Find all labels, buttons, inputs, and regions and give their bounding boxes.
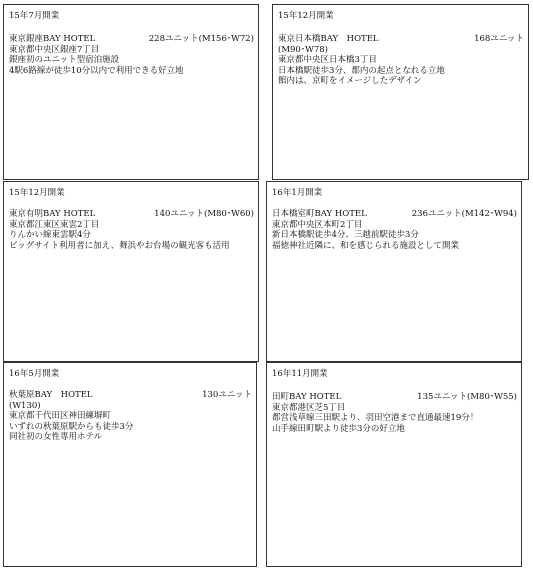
hotel-description-2: 4駅6路線が徒歩10分以内で利用できる好立地 xyxy=(9,65,184,76)
hotel-address: 東京都中央区日本橋3丁目 xyxy=(278,55,377,65)
unit-breakdown: (W130) xyxy=(9,400,41,411)
hotel-description-1: いずれの秋葉原駅からも徒歩3分 xyxy=(9,421,134,432)
opening-date: 16年11月開業 xyxy=(272,369,328,379)
hotel-card-ariake xyxy=(3,181,259,362)
hotel-address: 東京都中央区本町2丁目 xyxy=(272,219,363,230)
hotel-card-nihonbashi xyxy=(272,4,529,180)
hotel-name: 東京有明BAY HOTEL xyxy=(9,209,96,219)
hotel-address: 東京都江東区東雲2丁目 xyxy=(9,219,100,230)
hotel-description-1: 都営浅草線三田駅より、羽田空港まで直通最速19分！ xyxy=(272,413,479,423)
hotel-description-1: りんかい線東雲駅4分 xyxy=(9,230,91,240)
hotel-description-1: 銀座初のユニット型宿泊施設 xyxy=(9,55,120,65)
opening-date: 16年5月開業 xyxy=(9,369,60,379)
unit-count: 236ユニット(M142･W94) xyxy=(411,209,517,219)
opening-date: 15年12月開業 xyxy=(9,188,65,198)
hotel-description-2: 館内は、京町をイメージしたデザイン xyxy=(278,76,422,86)
opening-date: 16年1月開業 xyxy=(272,188,323,198)
opening-date: 15年7月開業 xyxy=(9,11,60,21)
hotel-description-2: 同社初の女性専用ホテル xyxy=(9,432,103,442)
unit-count: 168ユニット xyxy=(474,34,524,44)
hotel-card-tamachi xyxy=(266,362,522,567)
unit-breakdown: (M90･W78) xyxy=(278,44,328,55)
hotel-card-akihabara xyxy=(3,362,257,567)
hotel-address: 東京都千代田区神田練塀町 xyxy=(9,411,112,421)
hotel-name: 秋葉原BAY HOTEL xyxy=(9,390,93,400)
hotel-address: 東京都港区芝5丁目 xyxy=(272,402,346,413)
hotel-description-1: 日本橋駅徒歩3分、都内の起点となれる立地 xyxy=(278,65,445,76)
hotel-name: 東京銀座BAY HOTEL xyxy=(9,34,96,44)
hotel-name: 東京日本橋BAY HOTEL xyxy=(278,34,379,44)
unit-count: 135ユニット(M80･W55) xyxy=(417,392,517,402)
hotel-description-2: ビッグサイト利用者に加え、舞浜やお台場の観光客も活用 xyxy=(9,240,230,251)
hotel-name: 田町BAY HOTEL xyxy=(272,392,342,402)
hotel-card-ginza xyxy=(3,4,259,180)
hotel-address: 東京都中央区銀座7丁目 xyxy=(9,44,100,55)
hotel-description-1: 新日本橋駅徒歩4分、三越前駅徒歩3分 xyxy=(272,230,419,240)
opening-date: 15年12月開業 xyxy=(278,11,334,21)
hotel-card-nihonbashi-muromachi xyxy=(266,181,522,362)
hotel-name: 日本橋室町BAY HOTEL xyxy=(272,209,367,219)
unit-count: 228ユニット(M156･W72) xyxy=(148,34,254,44)
unit-count: 140ユニット(M80･W60) xyxy=(154,209,254,219)
hotel-description-2: 福徳神社近隣に、和を感じられる施設として開業 xyxy=(272,240,460,251)
unit-count: 130ユニット xyxy=(202,390,252,400)
hotel-description-2: 山手線田町駅より徒歩3分の好立地 xyxy=(272,423,405,434)
